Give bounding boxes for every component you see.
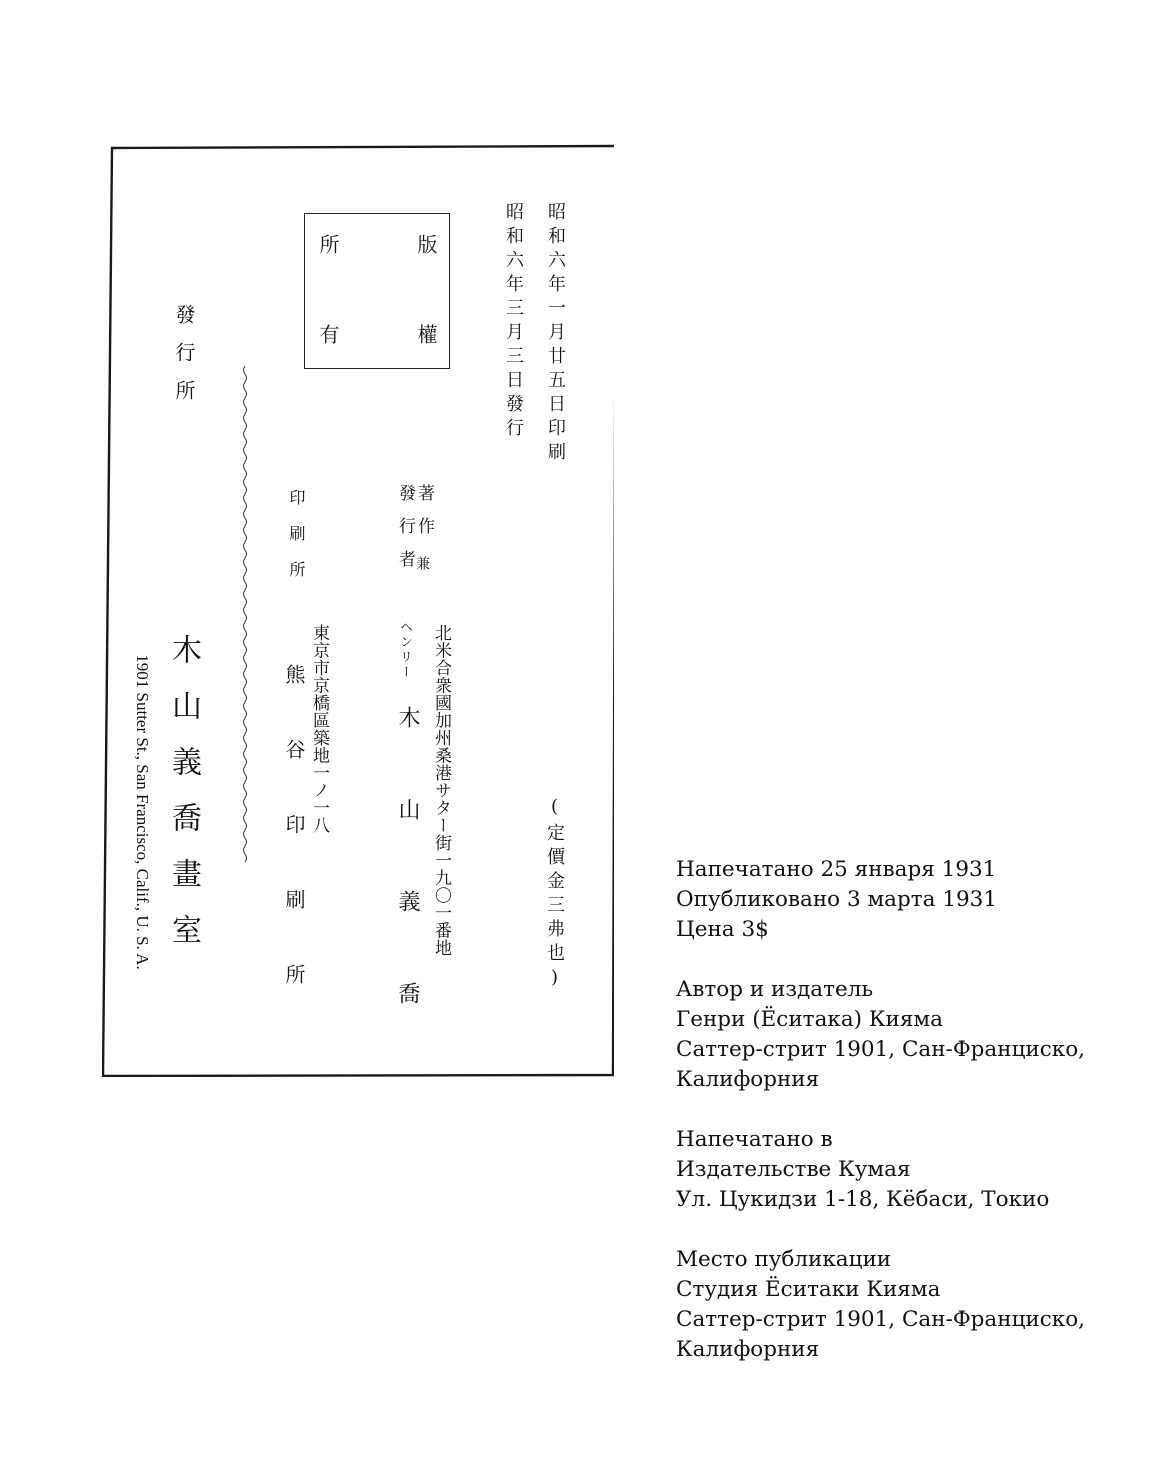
copyright-left-text: 所有 <box>316 234 340 414</box>
colophon-box <box>102 144 614 1077</box>
translation-text <box>676 855 1136 1395</box>
printer-heading: Напечатано в <box>676 1127 833 1152</box>
author-address: Саттер-стрит 1901, Сан-Франциско, <box>676 1037 1085 1062</box>
publisher-name-jp: 木山義喬畫室 <box>166 634 201 970</box>
publisher-state: Калифорния <box>676 1337 820 1362</box>
author-name-jp: 木山義喬 <box>395 706 420 1074</box>
author-name: Генри (Ёситака) Кияма <box>676 1007 943 1032</box>
author-label-b: 發行者 <box>395 484 415 583</box>
printer-address-jp: 東京市京橋區築地一ノ一八 <box>309 624 329 834</box>
print-info-block <box>676 855 1136 945</box>
copyright-right-text: 版權 <box>414 234 438 414</box>
publisher-heading: Место публикации <box>676 1247 892 1272</box>
author-label-a: 著作 <box>414 484 434 550</box>
published-date-line: Опубликовано 3 марта 1931 <box>676 887 998 912</box>
author-block <box>676 975 1136 1095</box>
printer-name: Издательстве Кумая <box>676 1157 911 1182</box>
printer-name-jp: 熊谷印刷所 <box>282 664 306 1039</box>
printer-address: Ул. Цукидзи 1-18, Кёбаси, Токио <box>676 1187 1050 1212</box>
publisher-address-en: 1901 Sutter St., San Francisco, Calif., U. S. A. <box>133 654 152 970</box>
author-address-jp: 北米合衆國加州桑港サター街一九〇一番地 <box>431 624 451 957</box>
author-label-c: 兼 <box>414 556 430 570</box>
published-date-jp: 昭和六年三月三日發行 <box>503 202 524 442</box>
author-reading: ヘンリー <box>397 620 412 680</box>
printer-label: 印刷所 <box>287 489 306 597</box>
printed-date-line: Напечатано 25 января 1931 <box>676 857 997 882</box>
wavy-divider <box>244 366 247 862</box>
printer-block <box>676 1125 1136 1215</box>
printed-date-jp: 昭和六年一月廿五日印刷 <box>545 202 566 466</box>
price-line: Цена 3$ <box>676 917 769 942</box>
author-state: Калифорния <box>676 1067 820 1092</box>
publisher-label: 發行所 <box>172 304 196 418</box>
price-jp: (定價金三弗也) <box>544 796 565 994</box>
publisher-block <box>676 1245 1136 1365</box>
author-heading: Автор и издатель <box>676 977 874 1002</box>
publisher-address: Саттер-стрит 1901, Сан-Франциско, <box>676 1307 1085 1332</box>
publisher-name: Студия Ёситаки Кияма <box>676 1277 941 1302</box>
